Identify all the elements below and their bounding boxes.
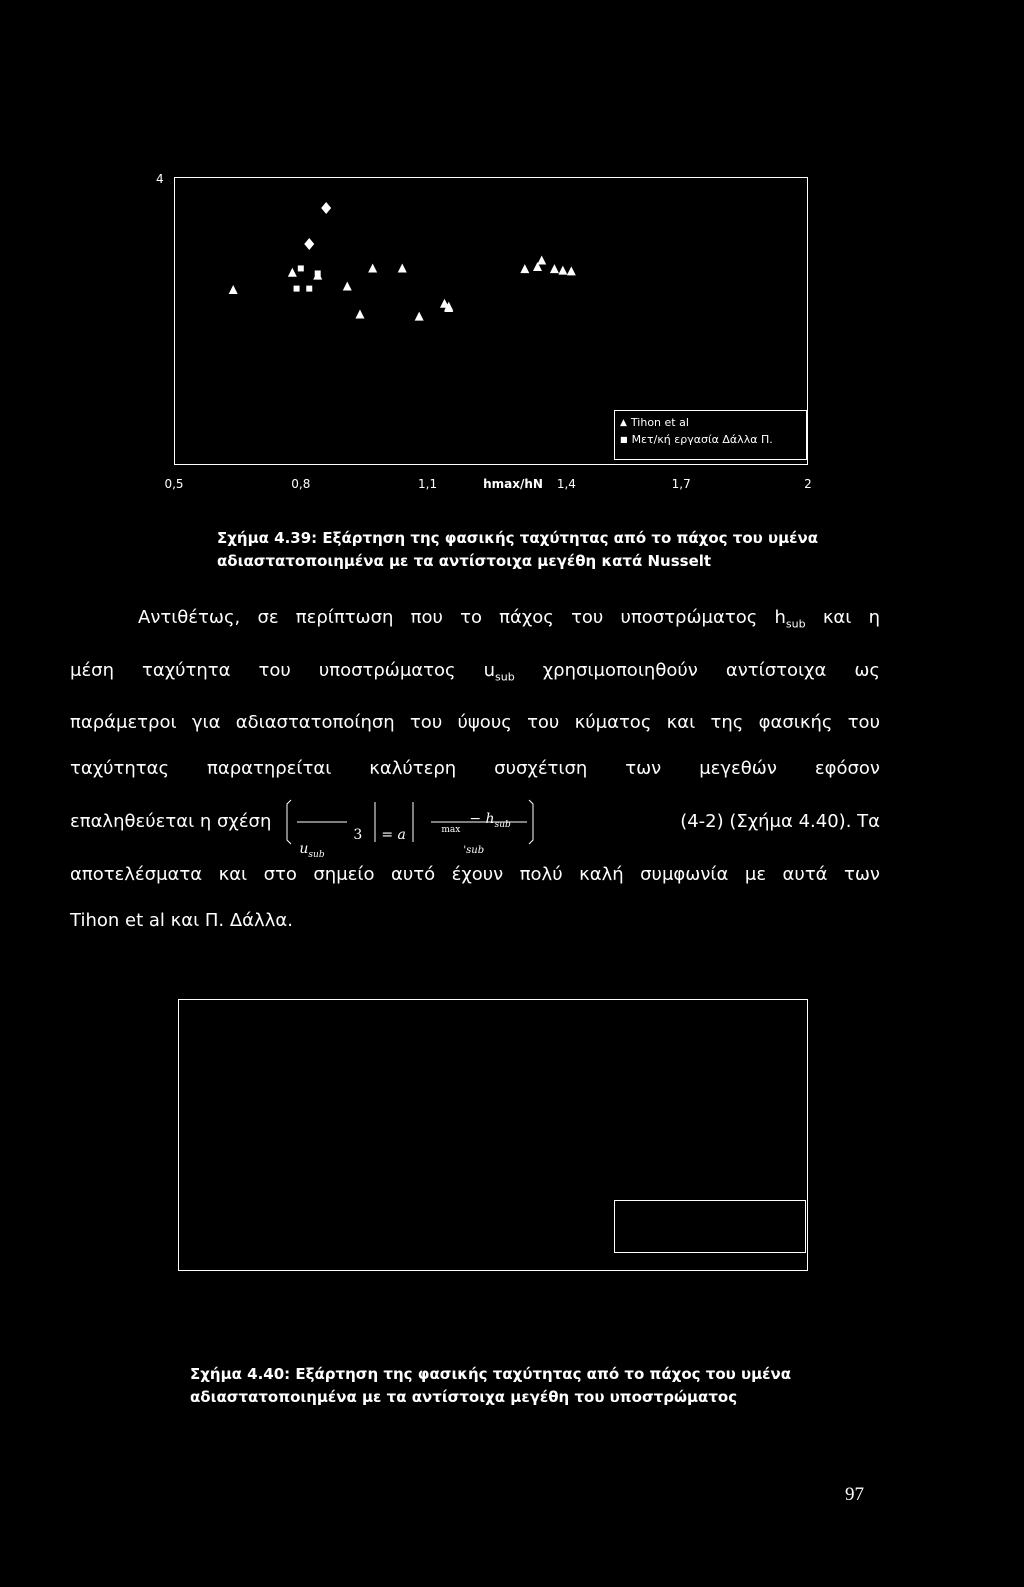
x-axis-label: hmax/hN [483,477,543,491]
caption-line-1: Σχήμα 4.40: Εξάρτηση της φασικής ταχύτητας από το πάχος του υμένα [190,1365,792,1383]
triangle-point-s0-p16 [567,266,576,275]
figure-2-caption [190,1363,791,1409]
triangle-point-s0-p11 [520,264,529,273]
equation-u: $u_{sub}$ [299,841,325,860]
legend-label: Μετ/κή εργασία Δάλλα Π. [631,433,773,446]
body-line-7: Tihon et al και Π. Δάλλα. [70,910,293,932]
equation-minus-h: − $h_{sub}$ [469,811,511,830]
caption-line-2: αδιαστατοποιημένα με τα αντίστοιχα μεγέθη κατά Nusselt [217,552,712,570]
caption-line-2: αδιαστατοποιημένα με τα αντίστοιχα μεγέθη του υποστρώματος [190,1388,738,1406]
square-point-s1-p2 [298,265,304,271]
caption-line-1: Σχήμα 4.39: Εξάρτηση της φασικής ταχύτητας από το πάχος του υμένα [217,529,819,547]
body-line-6: αποτελέσματα και στο σημείο αυτό έχουν πολύ καλή συμφωνία με αυτά των [70,864,880,886]
triangle-point-s0-p14 [550,264,559,273]
x-tick-label: 2 [804,477,812,491]
equation-denominator: 'sub [463,845,485,857]
triangle-point-s0-p6 [355,310,364,319]
legend-label: Tihon et al [630,416,689,429]
triangle-point-s0-p4 [368,263,377,272]
equation-max: max [441,825,461,836]
x-tick-label: 0,8 [291,477,311,491]
triangle-point-s0-p13 [537,256,546,265]
triangle-point-s0-p0 [229,285,238,294]
legend-entry-tihon [620,414,801,431]
y-axis-top-label: 4 [156,172,164,186]
square-point-s1-p1 [306,286,312,292]
triangle-point-s0-p15 [558,266,567,275]
body-paragraph [70,595,880,944]
legend-1 [614,410,807,460]
body-line-5: επαληθεύεται η σχέση 3 = a $u_{sub}$ max − $h_{sub}$ 'sub (4-2) (Σχήμα 4.40). Τα [70,792,880,852]
equation-three: 3 [353,827,363,844]
diamond-point-s2-p1 [304,238,314,250]
square-marker-icon: ■ [620,435,628,444]
diamond-point-s2-p0 [321,202,331,214]
scatter-plot-1 [0,0,1024,520]
body-line-2: μέση ταχύτητα του υποστρώματος $u_{sub}$ χρησιμοποιηθούν αντίστοιχα ως [70,659,880,684]
body-line-4: ταχύτητας παρατηρείται καλύτερη συσχέτιση των μεγεθών εφόσον [70,758,880,780]
square-point-s1-p0 [294,286,300,292]
figure-1-caption [217,527,818,573]
body-line-1: Αντιθέτως, σε περίπτωση που το πάχος του υποστρώματος $h_{sub}$ και η [138,607,881,631]
triangle-point-s0-p3 [343,281,352,290]
legend-2 [614,1200,806,1253]
triangle-point-s0-p7 [415,312,424,321]
equation-4-2 [283,796,553,860]
square-point-s1-p3 [315,270,321,276]
x-tick-label: 0,5 [164,477,184,491]
triangle-point-s0-p1 [288,268,297,277]
triangle-marker-icon: ▲ [620,417,627,428]
x-tick-label: 1,4 [556,477,576,491]
body-line-3: παράμετροι για αδιαστατοποίηση του ύψους του κύματος και της φασικής του [70,712,880,734]
x-tick-label: 1,7 [671,477,691,491]
x-tick-label: 1,1 [418,477,438,491]
page-number: 97 [845,1484,864,1505]
legend-entry-dallas [620,431,801,448]
triangle-point-s0-p5 [398,263,407,272]
equation-equals-a: = a [381,827,406,844]
